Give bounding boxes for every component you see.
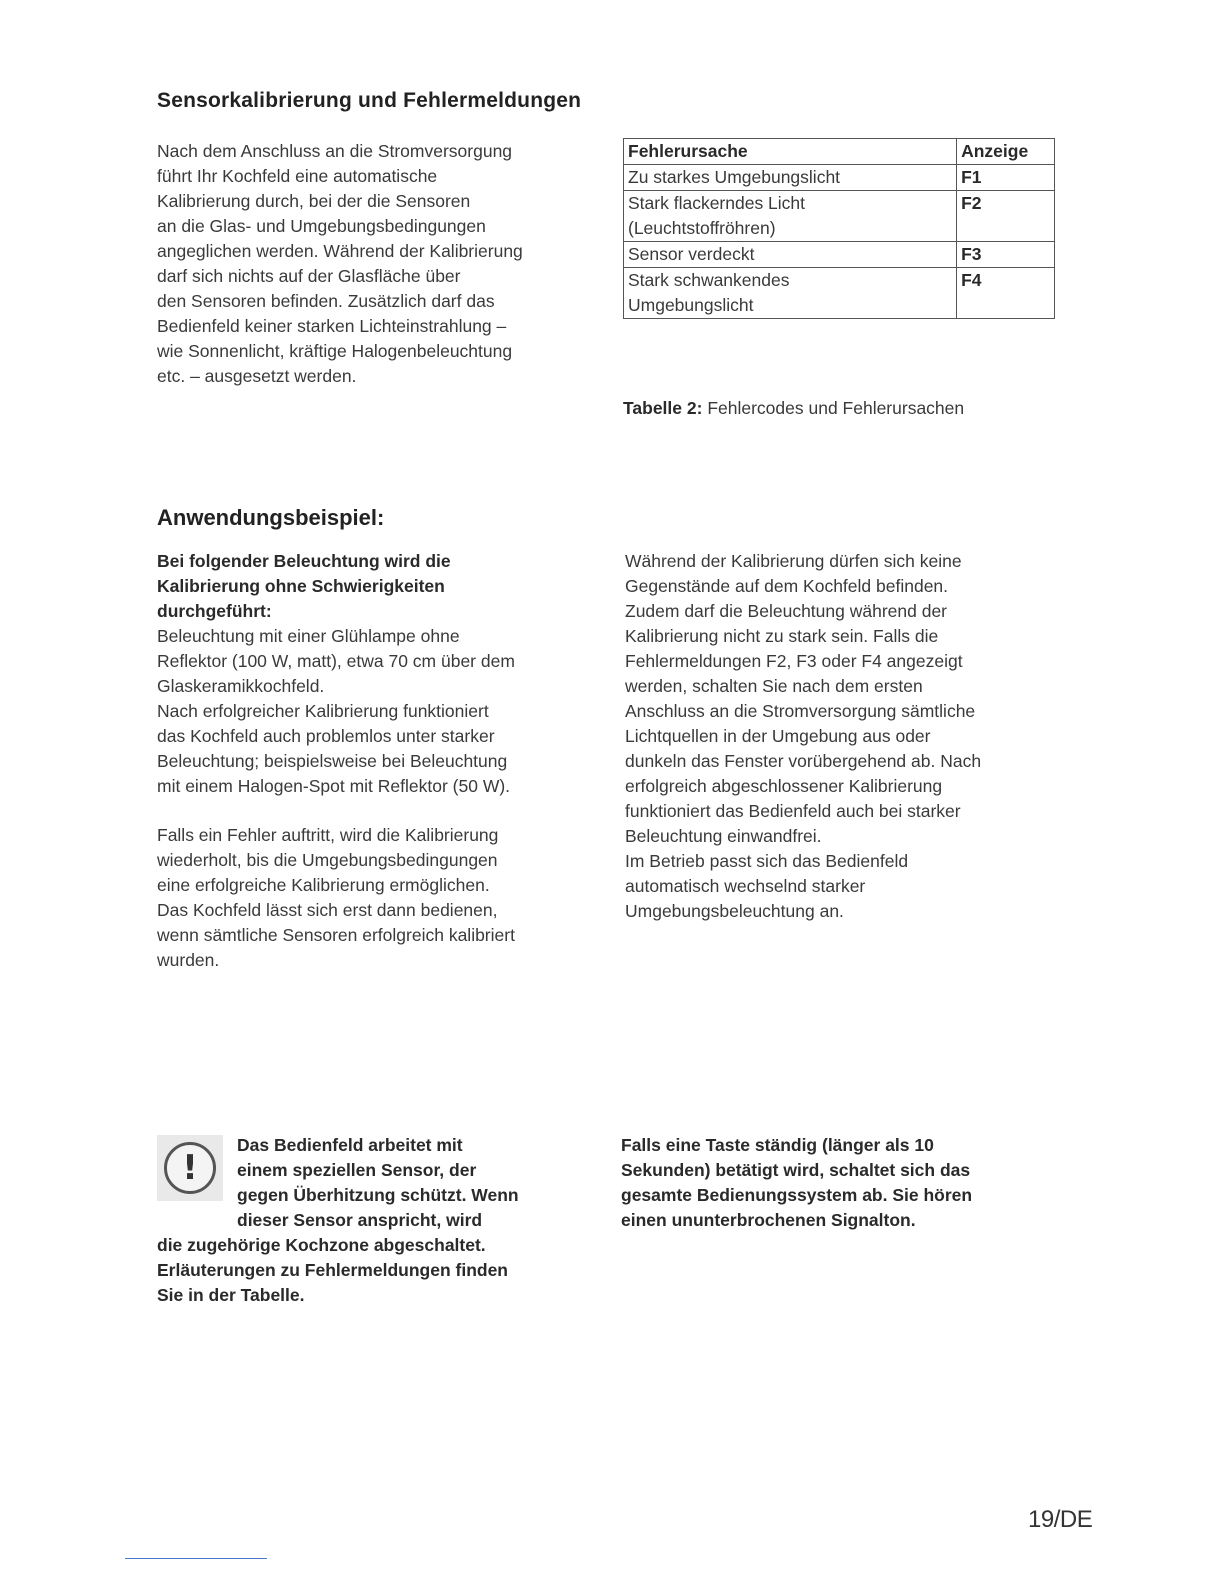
text-line: Gegenstände auf dem Kochfeld befinden. [625, 576, 949, 596]
text-line: Erläuterungen zu Fehlermeldungen finden [157, 1260, 508, 1280]
bottom-divider [125, 1558, 267, 1559]
text-line: Umgebungsbeleuchtung an. [625, 901, 844, 921]
text-line: Kalibrierung ohne Schwierigkeiten [157, 576, 445, 596]
text-line: Beleuchtung einwandfrei. [625, 826, 822, 846]
text-line: Beleuchtung; beispielsweise bei Beleuchtung [157, 751, 508, 771]
table-cell-cause [624, 242, 957, 268]
text-line: werden, schalten Sie nach dem ersten [625, 676, 923, 696]
text-line: Bei folgender Beleuchtung wird die [157, 551, 451, 571]
table-cell-code: F2 [957, 191, 1055, 242]
text-line: mit einem Halogen-Spot mit Reflektor (50 W). [157, 776, 511, 796]
text-line: Nach dem Anschluss an die Stromversorgung [157, 141, 513, 161]
text-line: gegen Überhitzung schützt. Wenn [237, 1185, 519, 1205]
column-header-display: Anzeige [957, 139, 1055, 165]
text-line: Das Kochfeld lässt sich erst dann bedienen, [157, 900, 498, 920]
section-title-sensor-calibration: Sensorkalibrierung und Fehlermeldungen [157, 89, 582, 112]
key-hold-note [621, 1133, 1061, 1233]
text-line: an die Glas- und Umgebungsbedingungen [157, 216, 486, 236]
cell-line: Umgebungslicht [628, 295, 754, 315]
text-line: einem speziellen Sensor, der [237, 1160, 477, 1180]
table-caption-label: Tabelle 2: [623, 398, 703, 418]
section2-left-column [157, 549, 597, 973]
text-line: den Sensoren befinden. Zusätzlich darf das [157, 291, 495, 311]
text-line: Das Bedienfeld arbeitet mit [237, 1135, 463, 1155]
cell-line: Zu starkes Umgebungslicht [628, 167, 841, 187]
table-cell-cause [624, 268, 957, 319]
table-row [624, 242, 1055, 268]
text-line: Fehlermeldungen F2, F3 oder F4 angezeigt [625, 651, 963, 671]
table-row [624, 191, 1055, 242]
text-line: Anschluss an die Stromversorgung sämtliche [625, 701, 976, 721]
table-cell-cause [624, 165, 957, 191]
page-number: 19/DE [1028, 1506, 1093, 1533]
table-header-row [624, 139, 1055, 165]
table-row [624, 268, 1055, 319]
text-line: erfolgreich abgeschlossener Kalibrierung [625, 776, 943, 796]
section2-right-column [625, 549, 1065, 924]
text-line: die zugehörige Kochzone abgeschaltet. [157, 1235, 486, 1255]
text-line: wie Sonnenlicht, kräftige Halogenbeleuchtung [157, 341, 513, 361]
text-line: durchgeführt: [157, 601, 272, 621]
error-code-table [623, 138, 1055, 319]
warning-text-full [157, 1233, 597, 1308]
text-line: Sie in der Tabelle. [157, 1285, 305, 1305]
table-cell-code: F3 [957, 242, 1055, 268]
usage-intro [157, 549, 597, 624]
text-line: Im Betrieb passt sich das Bedienfeld [625, 851, 909, 871]
text-line: etc. – ausgesetzt werden. [157, 366, 357, 386]
text-line: Falls ein Fehler auftritt, wird die Kalibrierung [157, 825, 499, 845]
text-line: das Kochfeld auch problemlos unter starker [157, 726, 495, 746]
text-line: gesamte Bedienungssystem ab. Sie hören [621, 1185, 973, 1205]
text-line: Kalibrierung nicht zu stark sein. Falls die [625, 626, 939, 646]
text-line: führt Ihr Kochfeld eine automatische [157, 166, 438, 186]
section-title-usage-example: Anwendungsbeispiel: [157, 505, 385, 530]
cell-line: Stark flackerndes Licht [628, 193, 806, 213]
text-line: Während der Kalibrierung dürfen sich keine [625, 551, 962, 571]
exclamation-glyph: ! [164, 1142, 216, 1194]
text-line: Beleuchtung mit einer Glühlampe ohne [157, 626, 460, 646]
table-cell-code: F4 [957, 268, 1055, 319]
text-line: funktioniert das Bedienfeld auch bei starker [625, 801, 961, 821]
table-cell-code: F1 [957, 165, 1055, 191]
table-row [624, 165, 1055, 191]
text-line: wenn sämtliche Sensoren erfolgreich kalibriert [157, 925, 515, 945]
text-line: eine erfolgreiche Kalibrierung ermöglichen. [157, 875, 490, 895]
text-line: Falls eine Taste ständig (länger als 10 [621, 1135, 934, 1155]
text-line: Glaskeramikkochfeld. [157, 676, 325, 696]
text-line: wurden. [157, 950, 220, 970]
text-line: Sekunden) betätigt wird, schaltet sich das [621, 1160, 971, 1180]
cell-line: Stark schwankendes [628, 270, 790, 290]
text-line: Reflektor (100 W, matt), etwa 70 cm über dem [157, 651, 515, 671]
table-caption [623, 398, 964, 419]
text-line: wiederholt, bis die Umgebungsbedingungen [157, 850, 498, 870]
text-line: darf sich nichts auf der Glasfläche über [157, 266, 461, 286]
usage-paragraph-1 [157, 624, 597, 799]
cell-line: Sensor verdeckt [628, 244, 755, 264]
text-line: dieser Sensor anspricht, wird [237, 1210, 483, 1230]
column-header-cause: Fehlerursache [624, 139, 957, 165]
text-line: Nach erfolgreicher Kalibrierung funktioniert [157, 701, 489, 721]
table-caption-text: Fehlercodes und Fehlerursachen [707, 398, 965, 418]
warning-exclamation-icon [157, 1135, 223, 1201]
text-line: Lichtquellen in der Umgebung aus oder [625, 726, 931, 746]
text-line: angeglichen werden. Während der Kalibrierung [157, 241, 523, 261]
cell-line: (Leuchtstoffröhren) [628, 218, 776, 238]
text-line: einen ununterbrochenen Signalton. [621, 1210, 916, 1230]
text-line: dunkeln das Fenster vorübergehend ab. Nach [625, 751, 982, 771]
usage-paragraph-2 [157, 823, 597, 973]
text-line: Zudem darf die Beleuchtung während der [625, 601, 948, 621]
text-line: Bedienfeld keiner starken Lichteinstrahlung – [157, 316, 507, 336]
warning-text-indented [237, 1133, 597, 1233]
text-line: automatisch wechselnd starker [625, 876, 866, 896]
section1-body [157, 139, 597, 389]
table-cell-cause [624, 191, 957, 242]
text-line: Kalibrierung durch, bei der die Sensoren [157, 191, 471, 211]
